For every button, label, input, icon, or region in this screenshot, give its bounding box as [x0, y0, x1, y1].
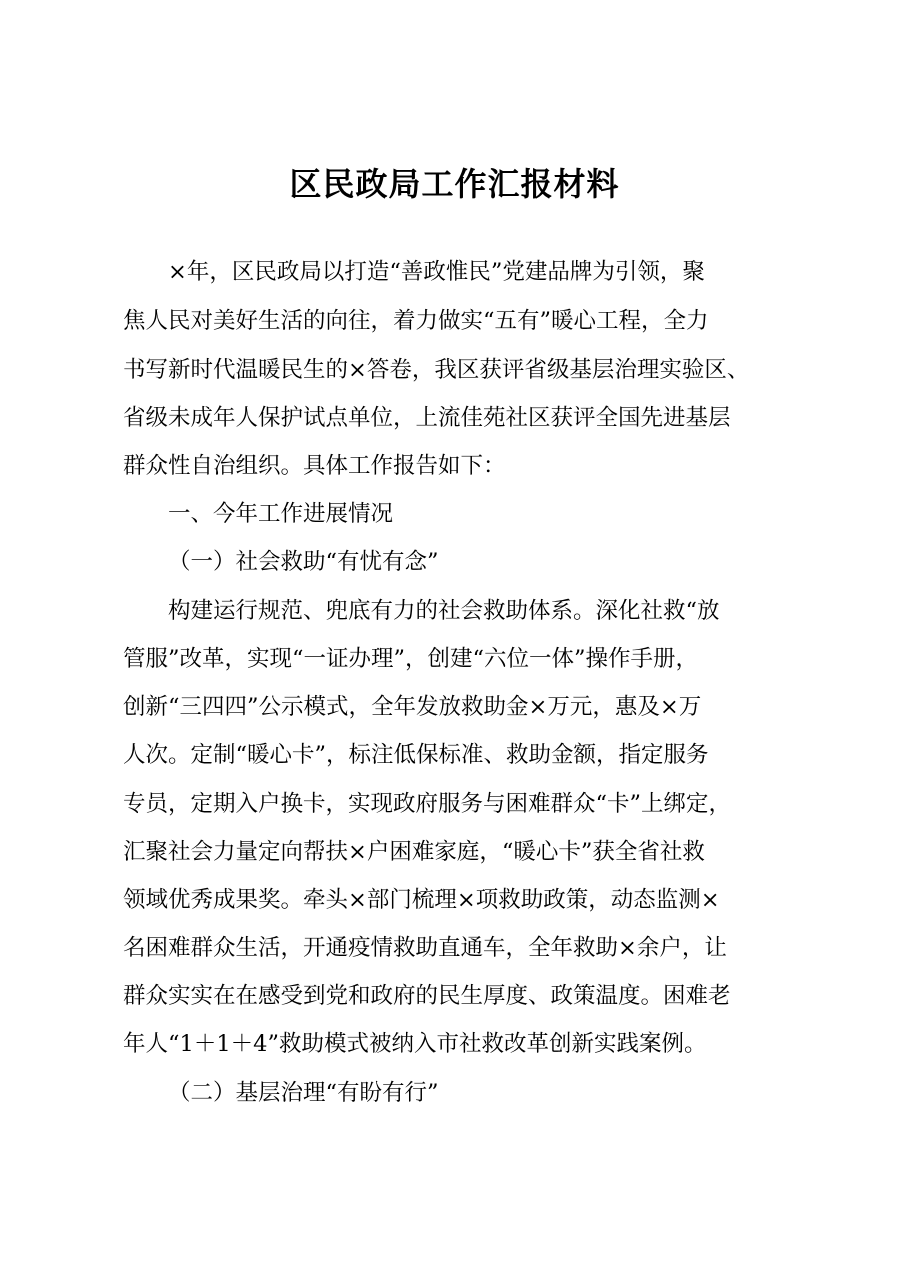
document-title: 区民政局工作汇报材料	[289, 165, 620, 203]
body-line: 汇聚社会力量定向帮扶×户困难家庭，“暖心卡”获全省社救	[123, 839, 705, 865]
body-line: 创新“三四四”公示模式，全年发放救助金×万元，惠及×万	[123, 694, 702, 720]
subsection-heading: （一）社会救助“有忧有念”	[168, 549, 439, 575]
body-line: ×年，区民政局以打造“善政惟民”党建品牌为引领，聚	[168, 259, 705, 285]
section-heading: 一、今年工作进展情况	[168, 501, 394, 527]
body-line: 群众性自治组织。具体工作报告如下：	[123, 453, 506, 479]
body-line: 人次。定制“暖心卡”，标注低保标准、救助金额，指定服务	[123, 742, 709, 768]
body-line: 省级未成年人保护试点单位，上流佳苑社区获评全国先进基层	[123, 405, 731, 431]
body-line: 书写新时代温暖民生的×答卷，我区获评省级基层治理实验区、	[123, 357, 750, 383]
body-line: 领域优秀成果奖。牵头×部门梳理×项救助政策，动态监测×	[123, 887, 720, 913]
subsection-heading: （二）基层治理“有盼有行”	[168, 1080, 439, 1106]
body-line: 构建运行规范、兜底有力的社会救助体系。深化社救“放	[168, 598, 720, 624]
body-line: 群众实实在在感受到党和政府的民生厚度、政策温度。困难老	[123, 983, 731, 1009]
body-line: 焦人民对美好生活的向往，着力做实“五有”暖心工程，全力	[123, 308, 709, 334]
body-line: 名困难群众生活，开通疫情救助直通车，全年救助×余户，让	[123, 935, 727, 961]
body-line: 专员，定期入户换卡，实现政府服务与困难群众“卡”上绑定，	[123, 791, 732, 817]
body-line: 管服”改革，实现“一证办理”，创建“六位一体”操作手册，	[123, 646, 699, 672]
body-line: 年人“1＋1＋4”救助模式被纳入市社救改革创新实践案例。	[123, 1031, 707, 1057]
